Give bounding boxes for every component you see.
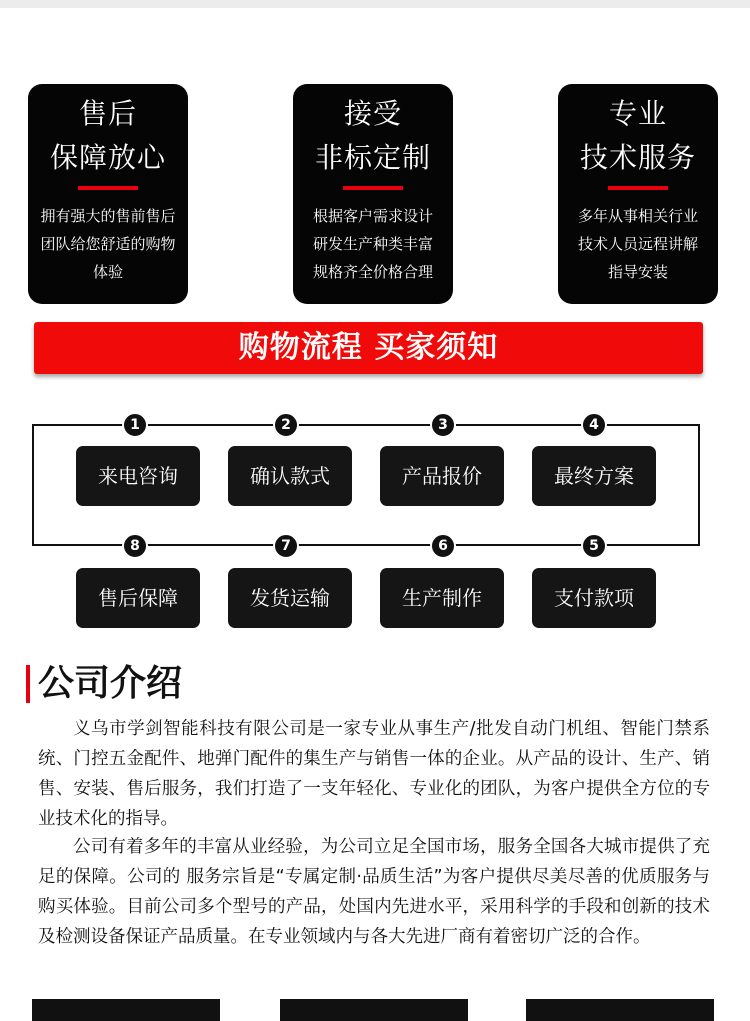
section-accent-bar — [26, 665, 30, 703]
top-divider — [0, 0, 750, 8]
step-number-6: 6 — [430, 533, 456, 559]
image-block — [32, 999, 220, 1021]
step-after-sales: 售后保障 — [76, 568, 200, 628]
company-paragraph-2: 公司有着多年的丰富从业经验，为公司立足全国市场，服务全国各大城市提供了充足的保障。公司的 服务宗旨是“专属定制·品质生活”为客户提供尽美尽善的优质服务与购买体验。目前公司多个型号的产品，处国内先进水平，采用科学的手段和创新的技术及检测设备保证产品质量。在专业领域内与各大先进厂商有着密切广泛的合作。 — [38, 837, 710, 947]
step-number-5: 5 — [581, 533, 607, 559]
step-quote: 产品报价 — [380, 446, 504, 506]
step-number-3: 3 — [430, 412, 456, 438]
red-underline — [608, 186, 668, 190]
feature-card-tech-service — [558, 84, 718, 304]
image-block — [526, 999, 714, 1021]
step-number-1: 1 — [122, 412, 148, 438]
step-payment: 支付款项 — [532, 568, 656, 628]
shopping-process-banner: 购物流程 买家须知 — [34, 322, 703, 374]
feature-title-line1: 专业 — [608, 97, 667, 130]
step-number-7: 7 — [273, 533, 299, 559]
feature-title-line2: 保障放心 — [49, 141, 166, 174]
step-final-plan: 最终方案 — [532, 446, 656, 506]
step-number-8: 8 — [122, 533, 148, 559]
section-title: 公司介绍 — [38, 663, 183, 704]
feature-title-line1: 售后 — [78, 97, 137, 130]
step-production: 生产制作 — [380, 568, 504, 628]
feature-title-line2: 非标定制 — [314, 141, 431, 174]
feature-description: 拥有强大的售前售后 团队给您舒适的购物 体验 — [40, 207, 176, 281]
step-consult: 来电咨询 — [76, 446, 200, 506]
feature-title-line2: 技术服务 — [579, 141, 696, 174]
red-underline — [343, 186, 403, 190]
step-confirm-style: 确认款式 — [228, 446, 352, 506]
image-block — [280, 999, 468, 1021]
feature-card-custom — [293, 84, 453, 304]
feature-description: 根据客户需求设计 研发生产种类丰富 规格齐全价格合理 — [312, 207, 433, 281]
red-underline — [78, 186, 138, 190]
feature-title-line1: 接受 — [343, 97, 402, 130]
feature-card-after-sales — [28, 84, 188, 304]
step-shipping: 发货运输 — [228, 568, 352, 628]
feature-description: 多年从事相关行业 技术人员远程讲解 指导安装 — [577, 207, 698, 281]
step-number-2: 2 — [273, 412, 299, 438]
step-number-4: 4 — [581, 412, 607, 438]
company-paragraph-1: 义乌市学剑智能科技有限公司是一家专业从事生产/批发自动门机组、智能门禁系统、门控五金配件、地弹门配件的集生产与销售一体的企业。从产品的设计、生产、销售、安装、售后服务，我们打造了一支年轻化、专业化的团队，为客户提供全方位的专业技术化的指导。 — [38, 719, 710, 829]
